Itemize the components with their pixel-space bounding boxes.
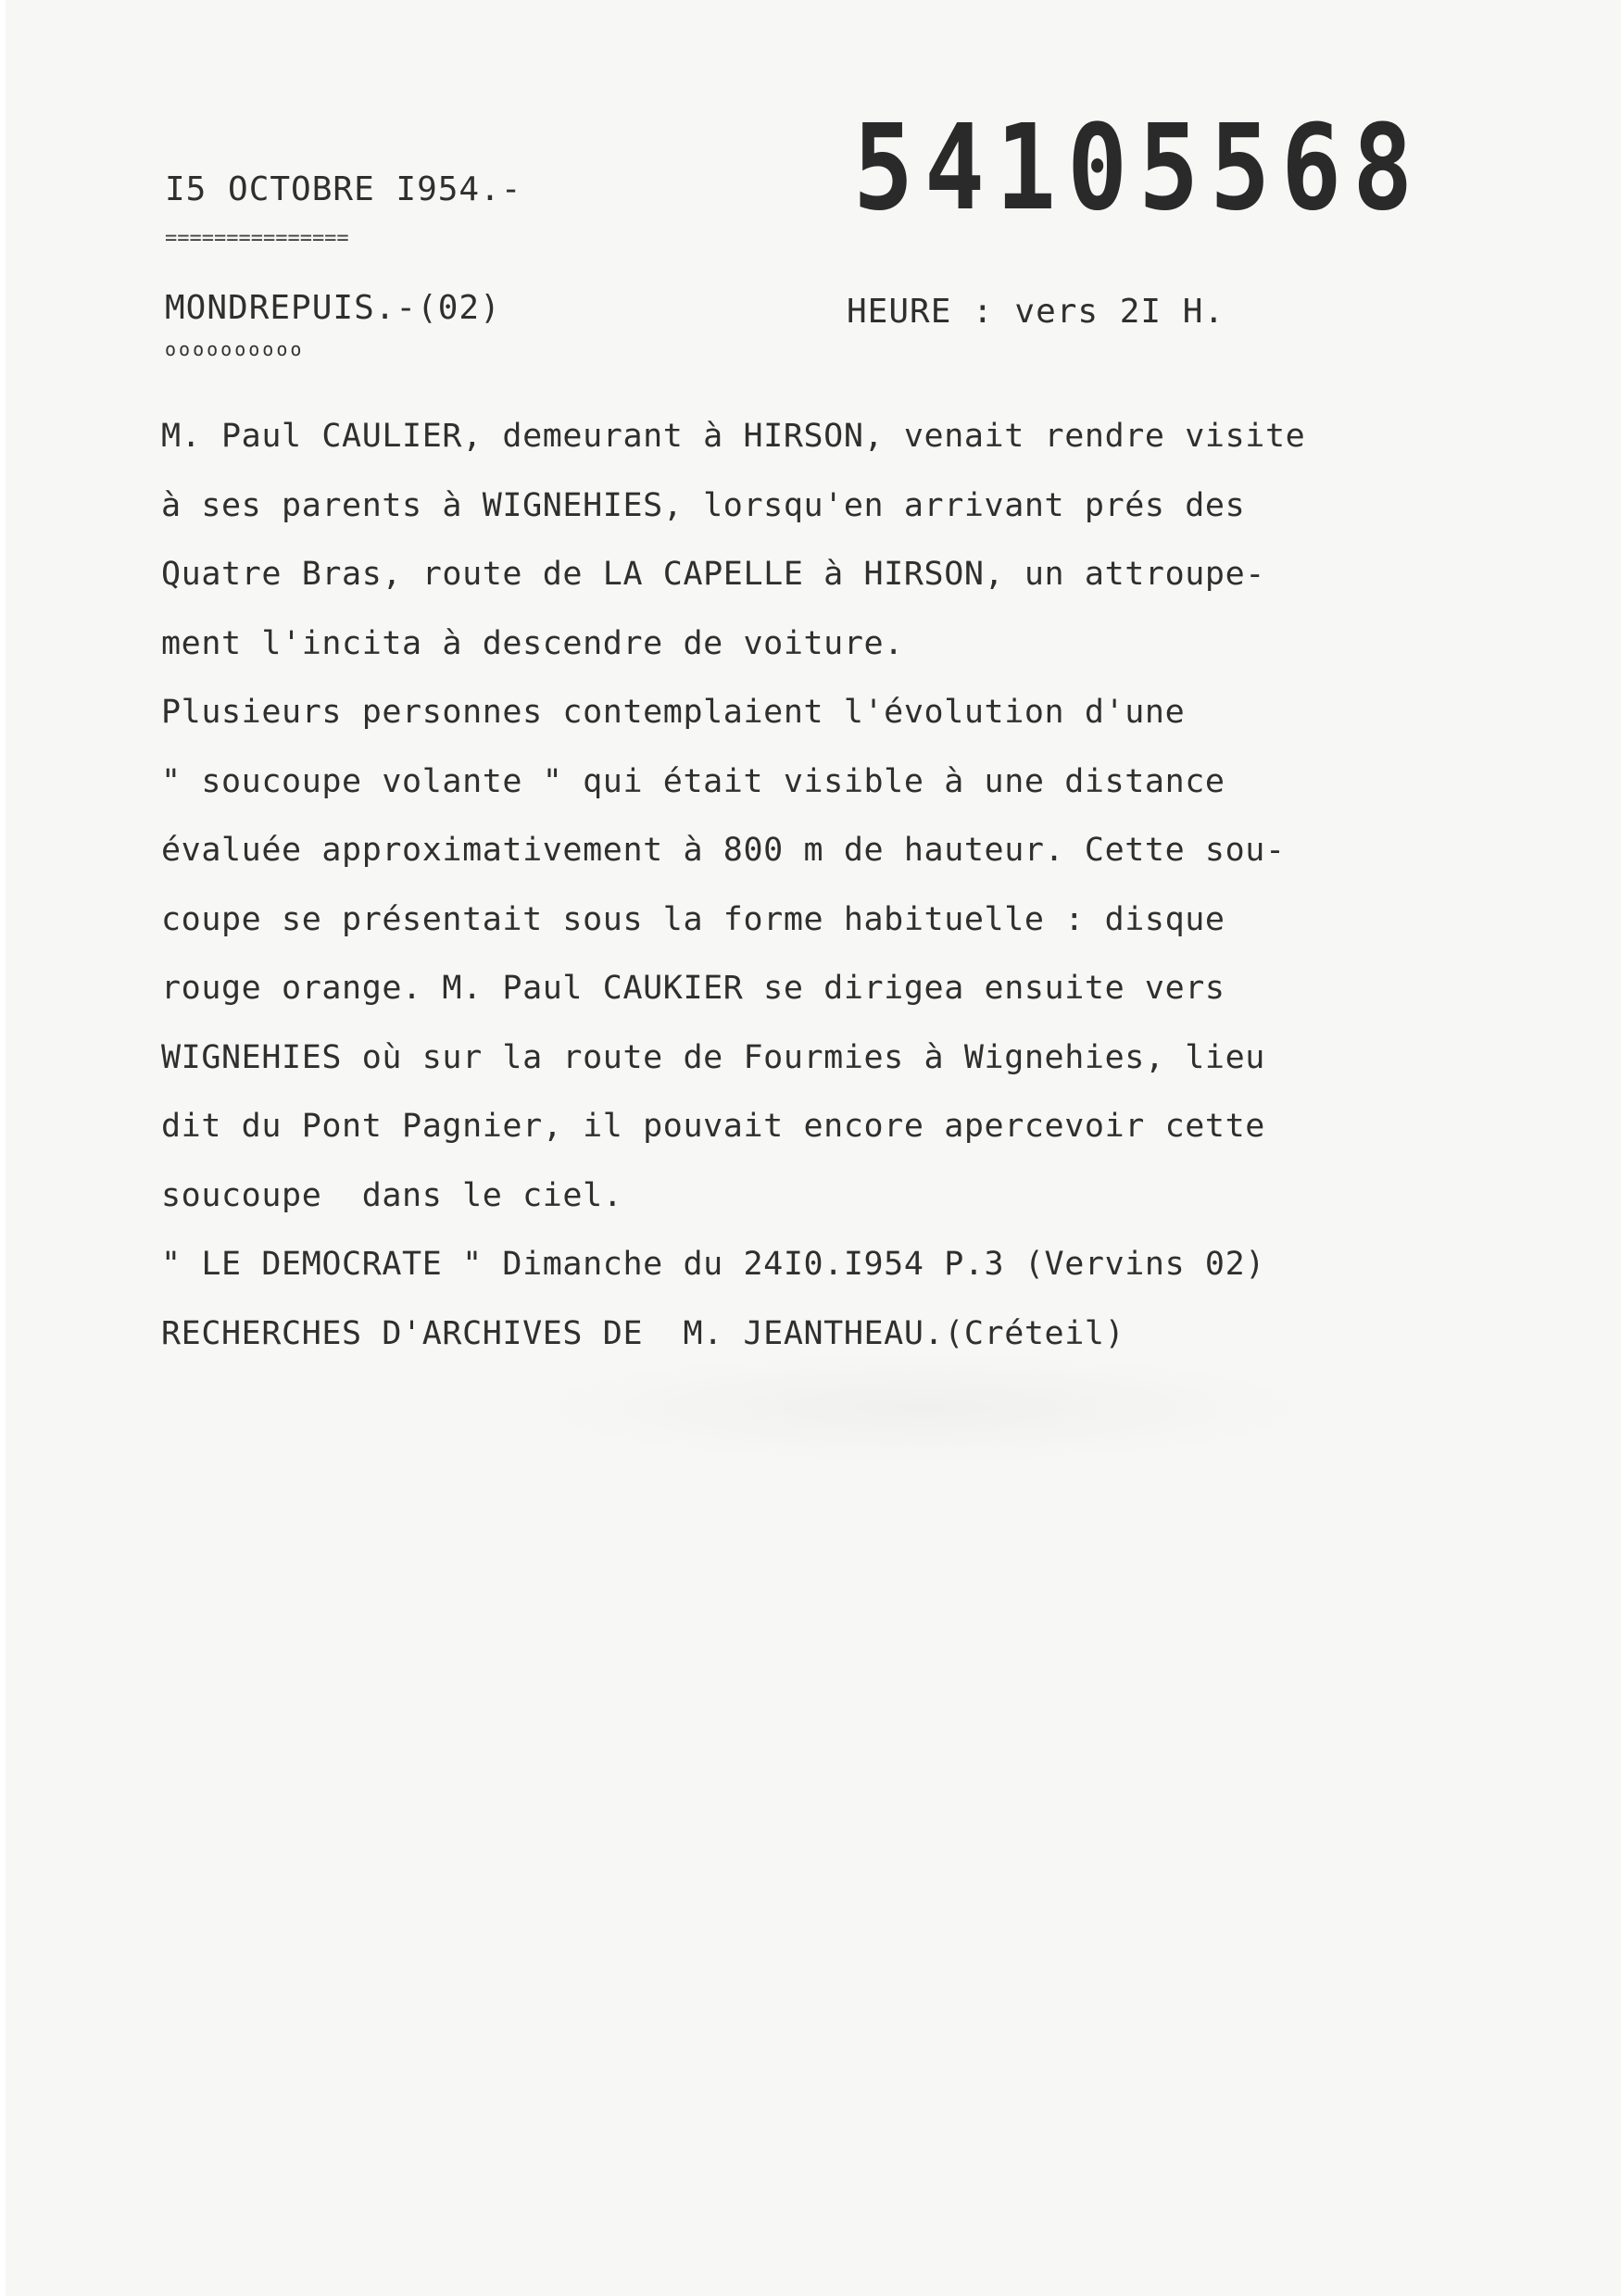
- body-line-4: ment l'incita à descendre de voiture.: [161, 624, 904, 662]
- location-underline: oooooooooo: [165, 338, 305, 360]
- source-citation: " LE DEMOCRATE " Dimanche du 24I0.I954 P.3 (Vervins 02): [161, 1246, 1265, 1283]
- body-line-1: M. Paul CAULIER, demeurant à HIRSON, venait rendre visite: [161, 418, 1306, 455]
- time-heading: HEURE : vers 2I H.: [847, 293, 1225, 331]
- body-line-5: Plusieurs personnes contemplaient l'évolution d'une: [161, 694, 1186, 731]
- body-line-6: " soucoupe volante " qui était visible à une distance: [161, 762, 1225, 800]
- archive-credit: RECHERCHES D'ARCHIVES DE M. JEANTHEAU.(Créteil): [161, 1314, 1125, 1352]
- body-line-12: soucoupe dans le ciel.: [161, 1176, 623, 1214]
- body-line-2: à ses parents à WIGNEHIES, lorsqu'en arrivant prés des: [161, 486, 1246, 524]
- body-line-11: dit du Pont Pagnier, il pouvait encore apercevoir cette: [161, 1108, 1265, 1145]
- paper-smudge: [524, 1352, 1321, 1463]
- body-line-8: coupe se présentait sous la forme habituelle : disque: [161, 900, 1225, 938]
- body-line-10: WIGNEHIES où sur la route de Fourmies à Wignehies, lieu: [161, 1038, 1265, 1076]
- body-line-3: Quatre Bras, route de LA CAPELLE à HIRSON, un attroupe-: [161, 556, 1265, 593]
- reference-number: 54105568: [853, 100, 1425, 237]
- report-date: I5 OCTOBRE I954.-: [165, 170, 522, 208]
- report-body: [161, 402, 1569, 1368]
- body-line-9: rouge orange. M. Paul CAUKIER se dirigea ensuite vers: [161, 970, 1225, 1007]
- body-line-7: évaluée approximativement à 800 m de hauteur. Cette sou-: [161, 832, 1286, 869]
- location-heading: MONDREPUIS.-(02): [165, 289, 501, 327]
- date-underline: ===============: [165, 227, 349, 250]
